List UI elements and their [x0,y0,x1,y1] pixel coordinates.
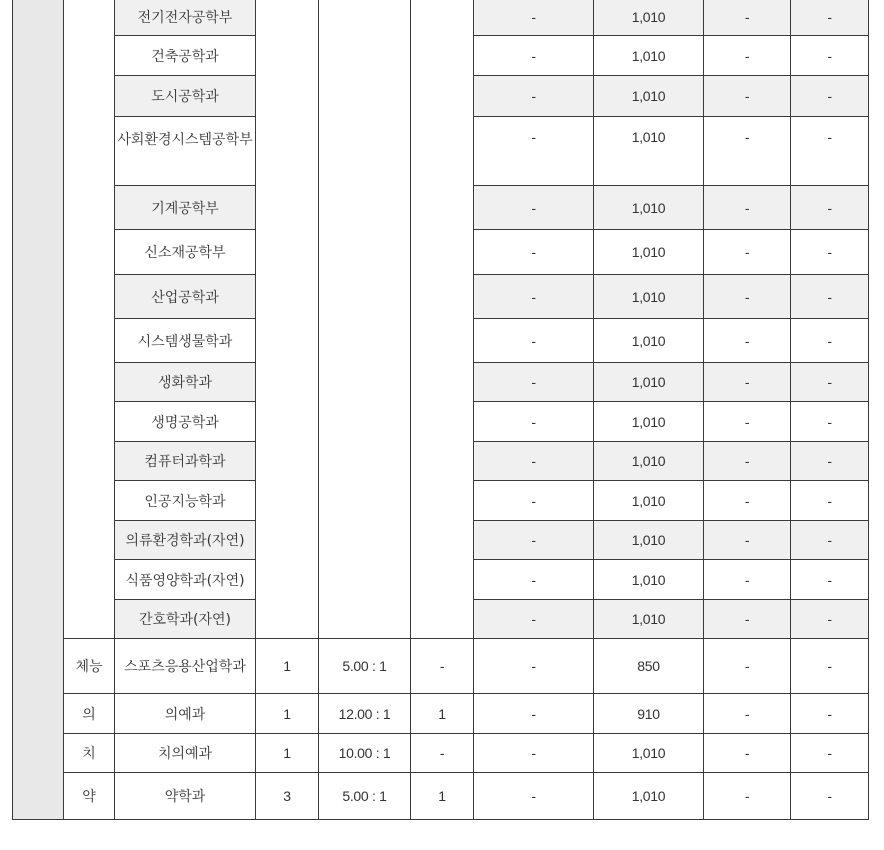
col-e-cell: - [474,481,594,521]
table-row [13,734,869,773]
category-cell: 체능 [64,639,115,694]
score-cell: 1,010 [594,773,704,820]
col-e-cell: - [474,402,594,442]
col-g-cell: - [704,76,791,117]
col-h-cell: - [791,773,869,820]
major-cell: 인공지능학과 [115,481,256,521]
score-cell: 1,010 [594,402,704,442]
col-h-cell: - [791,560,869,600]
col-g-cell: - [704,734,791,773]
col-d-cell: - [411,639,474,694]
quota-cell: 1 [256,694,319,734]
category-cell [64,0,115,639]
col-e-cell: - [474,186,594,230]
score-cell: 1,010 [594,600,704,639]
major-cell: 약학과 [115,773,256,820]
col-e-cell: - [474,694,594,734]
col-e-cell: - [474,773,594,820]
score-cell: 1,010 [594,275,704,319]
col-g-cell: - [704,319,791,363]
col-h-cell: - [791,117,869,186]
col-h-cell: - [791,481,869,521]
category-cell: 치 [64,734,115,773]
col-h-cell: - [791,76,869,117]
score-cell: 910 [594,694,704,734]
table-row [13,0,869,36]
col-g-cell: - [704,639,791,694]
col-d-cell: - [411,734,474,773]
major-cell: 사회환경시스템공학부 [115,117,256,186]
col-g-cell: - [704,117,791,186]
col-h-cell: - [791,600,869,639]
col-e-cell: - [474,442,594,481]
score-cell: 1,010 [594,363,704,402]
col-g-cell: - [704,481,791,521]
score-cell: 1,010 [594,521,704,560]
ratio-cell: 5.00 : 1 [319,639,411,694]
col-e-cell: - [474,600,594,639]
category-cell: 약 [64,773,115,820]
major-cell: 도시공학과 [115,76,256,117]
score-cell: 850 [594,639,704,694]
col-h-cell: - [791,36,869,76]
table-row [13,694,869,734]
quota-cell: 3 [256,773,319,820]
quota-cell: 1 [256,639,319,694]
ratio-cell: 5.00 : 1 [319,773,411,820]
col-h-cell: - [791,275,869,319]
major-cell: 스포츠응용산업학과 [115,639,256,694]
col-h-cell: - [791,639,869,694]
major-cell: 치의예과 [115,734,256,773]
col-h-cell: - [791,230,869,275]
score-cell: 1,010 [594,0,704,36]
col-g-cell: - [704,694,791,734]
col-g-cell: - [704,36,791,76]
col-e-cell: - [474,76,594,117]
quota-cell [256,0,319,639]
col-e-cell: - [474,363,594,402]
major-cell: 기계공학부 [115,186,256,230]
col-g-cell: - [704,521,791,560]
col-d-cell [411,0,474,639]
col-g-cell: - [704,402,791,442]
col-g-cell: - [704,773,791,820]
col-h-cell: - [791,0,869,36]
col-e-cell: - [474,275,594,319]
col-g-cell: - [704,186,791,230]
major-cell: 전기전자공학부 [115,0,256,36]
col-g-cell: - [704,230,791,275]
admission-results-table [12,0,869,820]
side-margin-cell [13,0,64,820]
major-cell: 식품영양학과(자연) [115,560,256,600]
col-h-cell: - [791,734,869,773]
major-cell: 시스템생물학과 [115,319,256,363]
col-h-cell: - [791,694,869,734]
col-e-cell: - [474,230,594,275]
major-cell: 의예과 [115,694,256,734]
col-e-cell: - [474,560,594,600]
col-h-cell: - [791,521,869,560]
col-g-cell: - [704,600,791,639]
score-cell: 1,010 [594,186,704,230]
table-row [13,639,869,694]
col-e-cell: - [474,117,594,186]
score-cell: 1,010 [594,442,704,481]
quota-cell: 1 [256,734,319,773]
major-cell: 의류환경학과(자연) [115,521,256,560]
ratio-cell: 12.00 : 1 [319,694,411,734]
ratio-cell: 10.00 : 1 [319,734,411,773]
col-h-cell: - [791,402,869,442]
col-g-cell: - [704,363,791,402]
col-e-cell: - [474,36,594,76]
col-h-cell: - [791,186,869,230]
col-e-cell: - [474,319,594,363]
score-cell: 1,010 [594,230,704,275]
col-g-cell: - [704,560,791,600]
score-cell: 1,010 [594,481,704,521]
score-cell: 1,010 [594,76,704,117]
major-cell: 생화학과 [115,363,256,402]
major-cell: 생명공학과 [115,402,256,442]
score-cell: 1,010 [594,319,704,363]
col-g-cell: - [704,275,791,319]
table-row [13,773,869,820]
col-e-cell: - [474,734,594,773]
major-cell: 산업공학과 [115,275,256,319]
col-e-cell: - [474,639,594,694]
col-d-cell: 1 [411,694,474,734]
col-e-cell: - [474,0,594,36]
score-cell: 1,010 [594,36,704,76]
col-h-cell: - [791,442,869,481]
ratio-cell [319,0,411,639]
major-cell: 신소재공학부 [115,230,256,275]
score-cell: 1,010 [594,560,704,600]
col-h-cell: - [791,363,869,402]
col-g-cell: - [704,442,791,481]
col-e-cell: - [474,521,594,560]
category-cell: 의 [64,694,115,734]
major-cell: 컴퓨터과학과 [115,442,256,481]
score-cell: 1,010 [594,734,704,773]
score-cell: 1,010 [594,117,704,186]
col-d-cell: 1 [411,773,474,820]
major-cell: 간호학과(자연) [115,600,256,639]
major-cell: 건축공학과 [115,36,256,76]
col-g-cell: - [704,0,791,36]
col-h-cell: - [791,319,869,363]
